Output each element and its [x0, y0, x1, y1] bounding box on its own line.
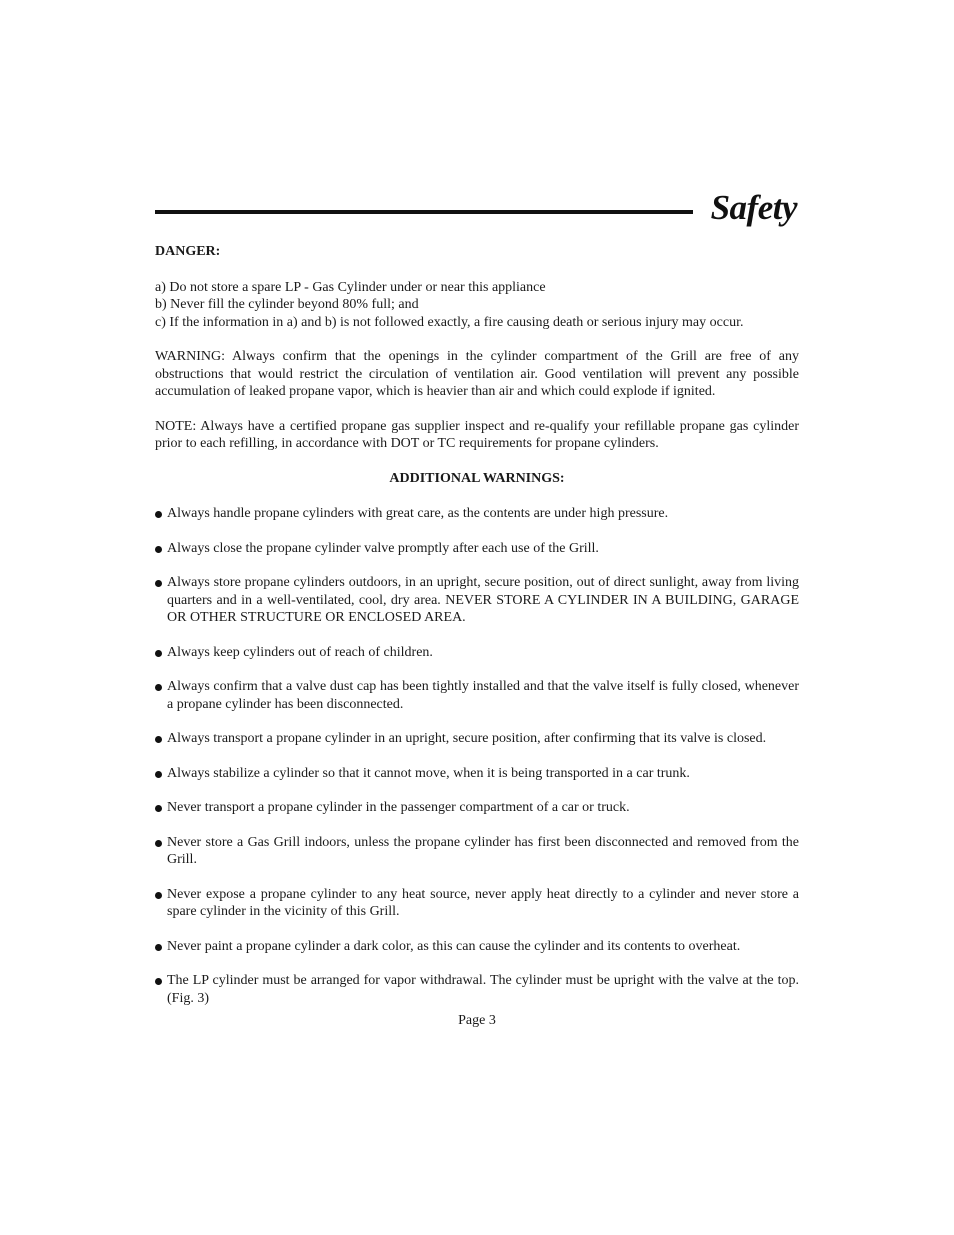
danger-item-b: b) Never fill the cylinder beyond 80% full; and [155, 297, 419, 312]
warning-bullet-item [155, 678, 799, 713]
warning-paragraph: WARNING: Always confirm that the openings in the cylinder compartment of the Grill are free of any obstructions that would restrict the circulation of ventilation air. Good ventilation will prevent any possible accumulation of leaked propane vapor, which is heavier than air and which could explode if ignited. [155, 349, 799, 399]
bullet-icon [155, 840, 162, 847]
warning-bullet-text: Never store a Gas Grill indoors, unless the propane cylinder has first been disconnected and removed from the Grill. [167, 834, 799, 867]
additional-warnings-list [155, 505, 799, 1007]
bullet-icon [155, 978, 162, 985]
warning-bullet-text: Never expose a propane cylinder to any heat source, never apply heat directly to a cylinder and never store a spare cylinder in the vicinity of this Grill. [167, 886, 799, 919]
warning-bullet-item [155, 540, 799, 558]
warning-bullet-text: Always confirm that a valve dust cap has been tightly installed and that the valve itself is fully closed, whenever a propane cylinder has been disconnected. [167, 679, 799, 712]
warning-bullet-text: Always stabilize a cylinder so that it cannot move, when it is being transported in a car trunk. [167, 765, 690, 781]
bullet-icon [155, 892, 162, 899]
danger-item-c: c) If the information in a) and b) is not followed exactly, a fire causing death or serious injury may occur. [155, 314, 744, 330]
additional-warnings-heading: ADDITIONAL WARNINGS: [389, 470, 565, 486]
warning-bullet-item [155, 972, 799, 1007]
warning-bullet-item [155, 730, 799, 748]
warning-bullet-text: Always store propane cylinders outdoors, in an upright, secure position, out of direct sunlight, away from living quarters and in a well-ventilated, cool, dry area. NEVER STORE A CYLINDER IN A BUILDING, GARAGE OR OTHER STRUCTURE OR ENCLOSED AREA. [167, 575, 799, 625]
bullet-icon [155, 736, 162, 743]
danger-item-a: a) Do not store a spare LP - Gas Cylinder under or near this appliance [155, 279, 546, 295]
document-page [155, 190, 799, 1030]
warning-bullet-item [155, 834, 799, 869]
warning-bullet-text: Always transport a propane cylinder in an upright, secure position, after confirming that its valve is closed. [167, 731, 767, 746]
bullet-icon [155, 650, 162, 657]
bullet-icon [155, 684, 162, 691]
warning-bullet-item [155, 799, 799, 817]
warning-bullet-text: Always keep cylinders out of reach of children. [167, 644, 433, 660]
bullet-icon [155, 546, 162, 553]
warning-bullet-item [155, 505, 799, 523]
warning-bullet-text: Never transport a propane cylinder in the passenger compartment of a car or truck. [167, 800, 630, 815]
header-rule [155, 210, 693, 214]
warning-bullet-item [155, 886, 799, 921]
bullet-icon [155, 771, 162, 778]
note-paragraph: NOTE: Always have a certified propane gas supplier inspect and re-qualify your refillable propane gas cylinder prior to each refilling, in accordance with DOT or TC requirements for propane cylinders. [155, 418, 799, 451]
danger-heading: DANGER: [155, 244, 221, 259]
warning-bullet-text: Always handle propane cylinders with great care, as the contents are under high pressure. [167, 506, 669, 521]
warning-bullet-text: Never paint a propane cylinder a dark color, as this can cause the cylinder and its contents to overheat. [167, 938, 741, 954]
warning-bullet-item [155, 574, 799, 627]
bullet-icon [155, 805, 162, 812]
danger-list [155, 279, 799, 332]
warning-bullet-text: Always close the propane cylinder valve promptly after each use of the Grill. [167, 540, 599, 556]
bullet-icon [155, 511, 162, 518]
section-title: Safety [710, 188, 797, 227]
warning-bullet-item [155, 765, 799, 783]
warning-bullet-text: The LP cylinder must be arranged for vapor withdrawal. The cylinder must be upright with the valve at the top. (Fig. 3) [167, 973, 799, 1006]
bullet-icon [155, 944, 162, 951]
warning-bullet-item [155, 644, 799, 662]
section-header [155, 190, 799, 234]
page-number: Page 3 [458, 1013, 496, 1028]
bullet-icon [155, 580, 162, 587]
warning-bullet-item [155, 938, 799, 956]
